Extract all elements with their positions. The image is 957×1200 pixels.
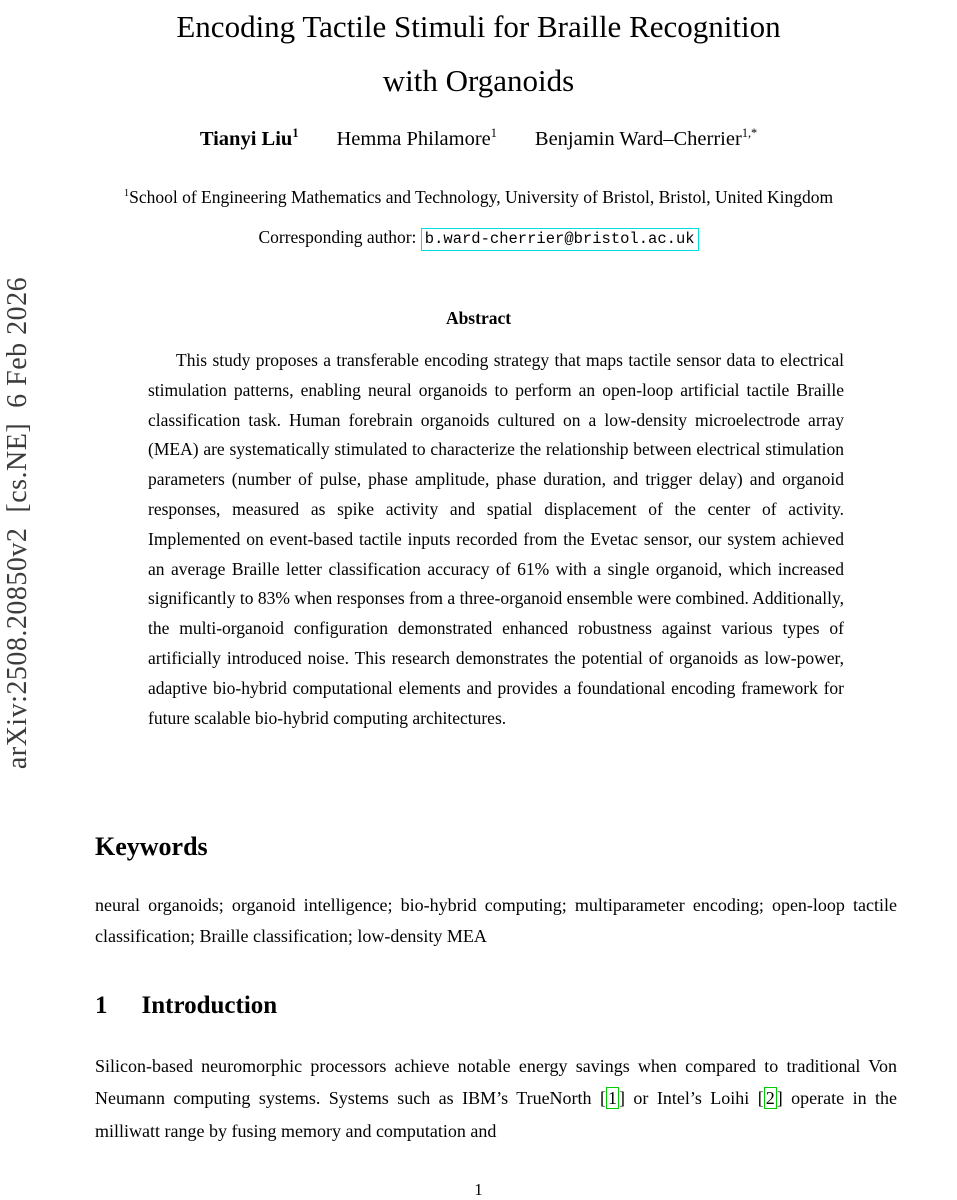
author-1-affmark: 1 [292, 126, 299, 141]
author-1-name: Tianyi Liu [199, 128, 293, 150]
citation-1-open-bracket: [ [600, 1088, 606, 1109]
page-number: 1 [474, 1180, 483, 1199]
citation-2[interactable] [758, 1087, 783, 1109]
citation-1-close-bracket: ] [619, 1088, 625, 1109]
citation-1-number: 1 [608, 1088, 617, 1109]
intro-text-2: or Intel’s Loihi [625, 1088, 758, 1109]
author-3-affmark: 1,* [741, 126, 758, 141]
keywords-text: neural organoids; organoid intelligence; bio-hybrid computing; multiparameter encoding; open-loop tactile classification; Braille classification; low-density MEA [95, 895, 897, 946]
author-3-name: Benjamin Ward–Cherrier [534, 128, 742, 150]
corresponding-email-link[interactable]: b.ward-cherrier@bristol.ac.uk [421, 228, 699, 251]
author-1 [200, 128, 299, 150]
intro-paragraph [95, 1050, 897, 1147]
section-1-heading [95, 992, 277, 1020]
abstract-heading: Abstract [445, 308, 512, 328]
citation-2-close-bracket: ] [776, 1088, 783, 1109]
affiliation [0, 187, 957, 208]
paper-title [0, 0, 957, 108]
arxiv-watermark: arXiv:2508.20850v2 [cs.NE] 6 Feb 2026 [2, 276, 33, 770]
paper-title-line1: Encoding Tactile Stimuli for Braille Recognition [176, 9, 781, 44]
intro-text-3: operate in the milliwatt range by fusing memory and computation and [95, 1088, 897, 1141]
citation-2-number: 2 [765, 1088, 775, 1109]
author-3 [535, 128, 757, 150]
paper-title-line2: with Organoids [382, 63, 575, 98]
abstract-text: This study proposes a transferable encoding strategy that maps tactile sensor data to electrical stimulation patterns, enabling neural organoids to perform an open-loop artificial tactile Braille classification task. Human forebrain organoids cultured on a low-density microelectrode array (MEA) are systematically stimulated to characterize the relationship between electrical stimulation parameters (number of pulse, phase amplitude, phase duration, and trigger delay) and organoid responses, measured as spike activity and spatial displacement of the center of activity. Implemented on event-based tactile inputs recorded from the Evetac sensor, our system achieved an average Braille letter classification accuracy of 61% with a single organoid, which increased significantly to 83% when responses from a three-organoid ensemble were combined. Additionally, the multi-organoid configuration demonstrated enhanced robustness against various types of artificially introduced noise. This research demonstrates the potential of organoids as low-power, adaptive bio-hybrid computational elements and provides a foundational encoding framework for future scalable bio-hybrid computing architectures. [148, 350, 844, 728]
section-1-number: 1 [95, 992, 108, 1019]
affiliation-text: School of Engineering Mathematics and Technology, University of Bristol, Bristol, United Kingdom [129, 187, 834, 207]
corresponding-label: Corresponding author: [258, 227, 421, 247]
affiliation-mark: 1 [123, 188, 130, 200]
keywords-heading: Keywords [95, 832, 208, 861]
section-1-title: Introduction [141, 992, 278, 1019]
author-2 [336, 128, 496, 150]
author-2-affmark: 1 [490, 126, 497, 141]
author-2-name: Hemma Philamore [336, 128, 491, 150]
intro-text-1: Silicon-based neuromorphic processors achieve notable energy savings when compared to traditional Von Neumann computing systems. Systems such as IBM’s TrueNorth [95, 1056, 897, 1109]
citation-1[interactable] [600, 1087, 625, 1109]
citation-2-open-bracket: [ [757, 1088, 764, 1109]
corresponding-author-line [0, 227, 957, 248]
author-list [0, 128, 957, 151]
